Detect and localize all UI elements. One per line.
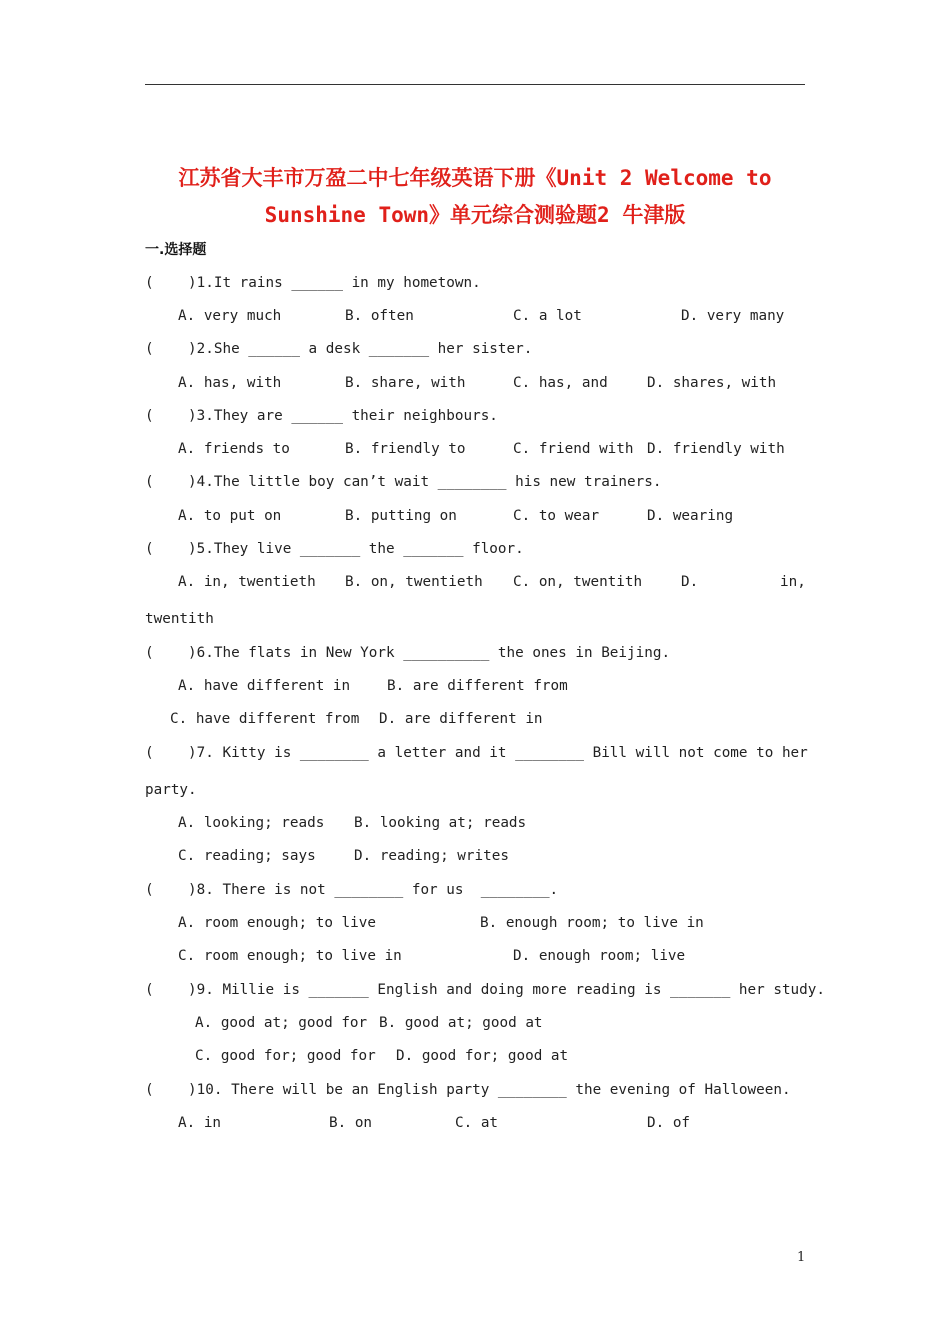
question-stem-2: ( )2.She ______ a desk _______ her sister. [145,341,533,357]
option-6c: C. have different from [170,711,360,727]
option-5d-wrap: twentith [145,611,214,627]
option-1d: D. very many [681,308,785,324]
option-10a: A. in [178,1115,222,1131]
option-4c: C. to wear [513,508,600,524]
option-8b: B. enough room; to live in [480,915,704,931]
option-5a: A. in, twentieth [178,574,316,590]
question-stem-6: ( )6.The flats in New York __________ the ones in Beijing. [145,645,671,661]
question-stem-9: ( )9. Millie is _______ English and doing more reading is _______ her study. [145,982,825,998]
option-2c: C. has, and [513,375,608,391]
option-2d: D. shares, with [647,375,777,391]
question-stem-7-wrap: party. [145,782,197,798]
option-3c: C. friend with [513,441,634,457]
option-4d: D. wearing [647,508,734,524]
option-5b: B. on, twentieth [345,574,483,590]
question-stem-8: ( )8. There is not ________ for us ________. [145,882,559,898]
option-1a: A. very much [178,308,282,324]
option-1b: B. often [345,308,414,324]
question-stem-4: ( )4.The little boy can’t wait ________ his new trainers. [145,474,662,490]
option-4b: B. putting on [345,508,457,524]
option-2b: B. share, with [345,375,466,391]
option-6d: D. are different in [379,711,543,727]
option-4a: A. to put on [178,508,282,524]
top-rule [145,84,805,85]
option-3d: D. friendly with [647,441,785,457]
section-heading: 一.选择题 [145,242,207,258]
option-10c: C. at [455,1115,499,1131]
option-6a: A. have different in [178,678,351,694]
option-7c: C. reading; says [178,848,316,864]
option-3b: B. friendly to [345,441,466,457]
option-3a: A. friends to [178,441,290,457]
question-stem-10: ( )10. There will be an English party ________ the evening of Halloween. [145,1082,791,1098]
question-stem-1: ( )1.It rains ______ in my hometown. [145,275,481,291]
option-6b: B. are different from [387,678,568,694]
option-9c: C. good for; good for [195,1048,376,1064]
option-7a: A. looking; reads [178,815,325,831]
option-8a: A. room enough; to live [178,915,376,931]
question-stem-5: ( )5.They live _______ the _______ floor. [145,541,524,557]
option-8c: C. room enough; to live in [178,948,402,964]
option-10d: D. of [647,1115,691,1131]
option-9a: A. good at; good for [195,1015,368,1031]
question-stem-3: ( )3.They are ______ their neighbours. [145,408,498,424]
option-5d-text: in, [780,574,806,590]
option-9d: D. good for; good at [396,1048,569,1064]
option-5c: C. on, twentith [513,574,643,590]
question-stem-7: ( )7. Kitty is ________ a letter and it ________ Bill will not come to her [145,745,808,761]
option-8d: D. enough room; live [513,948,686,964]
option-5d: D. [681,574,699,590]
option-7b: B. looking at; reads [354,815,527,831]
option-1c: C. a lot [513,308,582,324]
option-10b: B. on [329,1115,373,1131]
option-7d: D. reading; writes [354,848,509,864]
document-title-line-1: 江苏省大丰市万盈二中七年级英语下册《Unit 2 Welcome to [178,166,772,190]
page-number: 1 [797,1250,806,1265]
option-2a: A. has, with [178,375,282,391]
option-9b: B. good at; good at [379,1015,543,1031]
document-title-line-2: Sunshine Town》单元综合测验题2 牛津版 [264,203,686,227]
